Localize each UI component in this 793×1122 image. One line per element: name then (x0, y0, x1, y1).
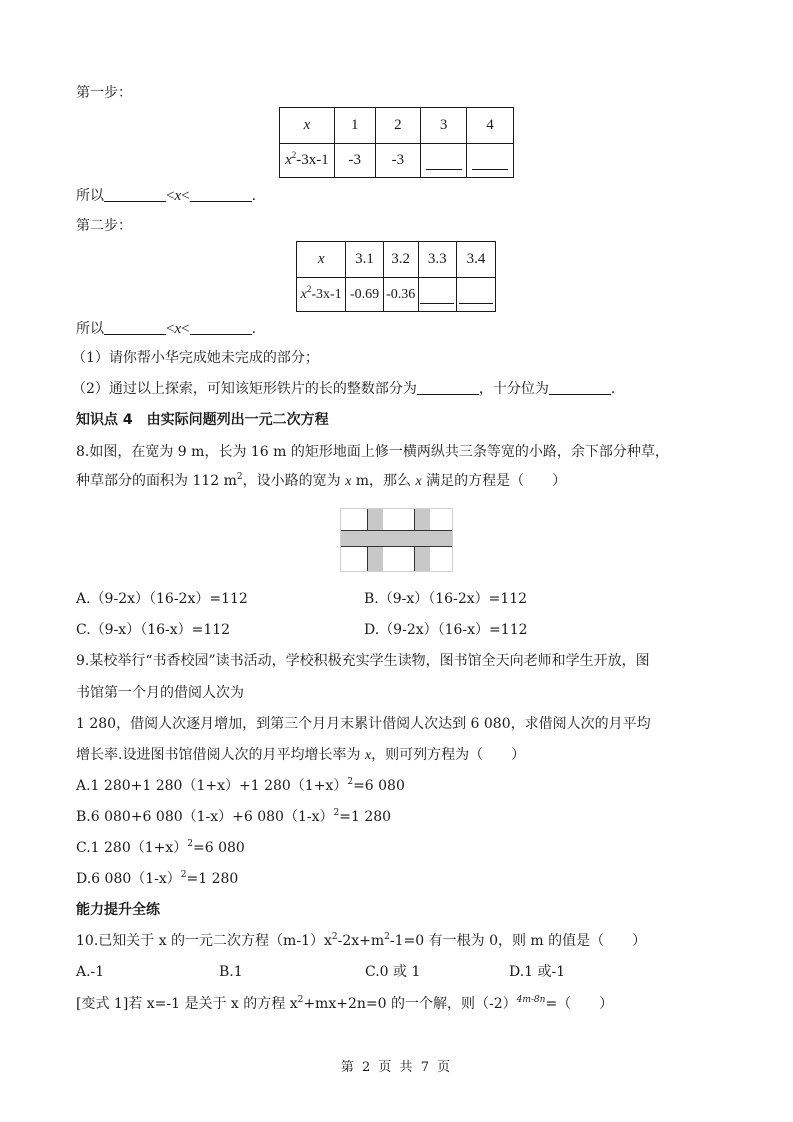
answer-blank[interactable] (549, 380, 611, 395)
step1-header-cell: 3 (421, 108, 467, 144)
step2-value-cell: -0.36 (383, 278, 418, 312)
step2-header-x: x (297, 242, 346, 278)
step2-answer-blank[interactable] (418, 278, 456, 312)
horizontal-path (341, 530, 452, 547)
step1-header-cell: 2 (375, 108, 421, 144)
q8-line1: 8.如图，在宽为 9 m，长为 16 m 的矩形地面上修一横两纵共三条等宽的小路，余下部分种草， (76, 444, 669, 460)
q9-line2: 书馆第一个月的借阅人次为 (76, 685, 244, 701)
answer-blank[interactable] (417, 380, 479, 395)
page-footer: 第 2 页 共 7 页 (340, 1060, 453, 1075)
q8-option-d[interactable]: D.（9-2x）（16-x）=112 (364, 622, 528, 638)
step1-header-x: x (280, 108, 335, 144)
step2-label: 第二步： (76, 218, 132, 234)
q9-option-c[interactable]: C.1 $280(1+x)^2=6$ 080 (76, 839, 245, 856)
step1-answer-blank[interactable] (421, 144, 467, 178)
step1-value-cell: -3 (375, 144, 421, 178)
step1-answer-blank[interactable] (467, 144, 514, 178)
step1-header-cell: 1 (334, 108, 375, 144)
q8-option-b[interactable]: B.（9-x）（16-2x）=112 (364, 591, 528, 607)
step2-header-cell: 3.3 (418, 242, 456, 278)
step1-row-label: $x^2-3x-1$ (280, 144, 335, 178)
step1-header-cell: 4 (467, 108, 514, 144)
q8-line2: 种草部分的面积为 112 $m^2$，设小路的宽为 x m，那么 x 满足的方程是（ ） (76, 472, 567, 489)
path-diagram (340, 508, 453, 572)
step2-header-cell: 3.1 (346, 242, 383, 278)
section-heading-ability: 能力提升全练 (76, 902, 160, 918)
section-heading-4: 知识点 4 由实际问题列出一元二次方程 (76, 412, 329, 428)
step2-row-label: $x^2-3x-1$ (297, 278, 346, 312)
q9-option-a[interactable]: A.1 280+1 280（1+x）+1 $280(1+x)^2=6$ 080 (76, 777, 405, 794)
q10-option-b[interactable]: B.1 (219, 964, 243, 980)
q10-option-a[interactable]: A.-1 (76, 964, 105, 980)
answer-blank[interactable] (190, 320, 252, 335)
answer-blank[interactable] (190, 187, 252, 202)
answer-blank[interactable] (104, 187, 166, 202)
q10-option-c[interactable]: C.0 或 1 (365, 964, 421, 980)
q9-line4: 增长率.设进图书馆借阅人次的月平均增长率为 x，则可列方程为（ ） (76, 747, 526, 763)
answer-blank[interactable] (104, 320, 166, 335)
q9-line1: 9.某校举行“书香校园”读书活动，学校积极充实学生读物，图书馆全天向老师和学生开放，图 (76, 653, 650, 669)
q9-line3: 1 280，借阅人次逐月增加，到第三个月月末累计借阅人次达到 6 080，求借阅人次的月平均 (76, 716, 651, 732)
step1-table (279, 107, 514, 178)
variant1-text: [变式 1]若 x=-1 是关于 x 的方程 $x^2+mx+2n=0$ 的一个解，则$(-2)^{4m-8n}=$（ ） (76, 995, 614, 1012)
q10-text: 10.已知关于 x 的一元二次方程$(m-1)x^2-2x+m^2-1=0$ 有一根为 0，则 m 的值是（ ） (76, 932, 647, 949)
sub-question-1: （1）请你帮小华完成她未完成的部分； (72, 350, 319, 366)
q9-option-d[interactable]: D.6 $080(1-x)^2=1$ 280 (76, 870, 239, 887)
step1-label: 第一步： (76, 85, 132, 101)
q9-option-b[interactable]: B.6 080+6 080（1-x）+6 $080(1-x)^2=1$ 280 (76, 808, 392, 825)
step1-value-cell: -3 (334, 144, 375, 178)
step2-table (296, 241, 496, 312)
step2-value-cell: -0.69 (346, 278, 383, 312)
step2-answer-blank[interactable] (456, 278, 495, 312)
step2-header-cell: 3.4 (456, 242, 495, 278)
step2-header-cell: 3.2 (383, 242, 418, 278)
q8-option-c[interactable]: C.（9-x）（16-x）=112 (76, 622, 231, 638)
q10-option-d[interactable]: D.1 或-1 (509, 964, 566, 980)
q8-option-a[interactable]: A.（9-2x）（16-2x）=112 (76, 591, 248, 607)
sub-question-2: （2）通过以上探索，可知该矩形铁片的长的整数部分为 ，十分位为 . (72, 381, 616, 397)
step1-conclusion: 所以 <x< . (76, 188, 257, 204)
step2-conclusion: 所以 <x< . (76, 321, 257, 337)
